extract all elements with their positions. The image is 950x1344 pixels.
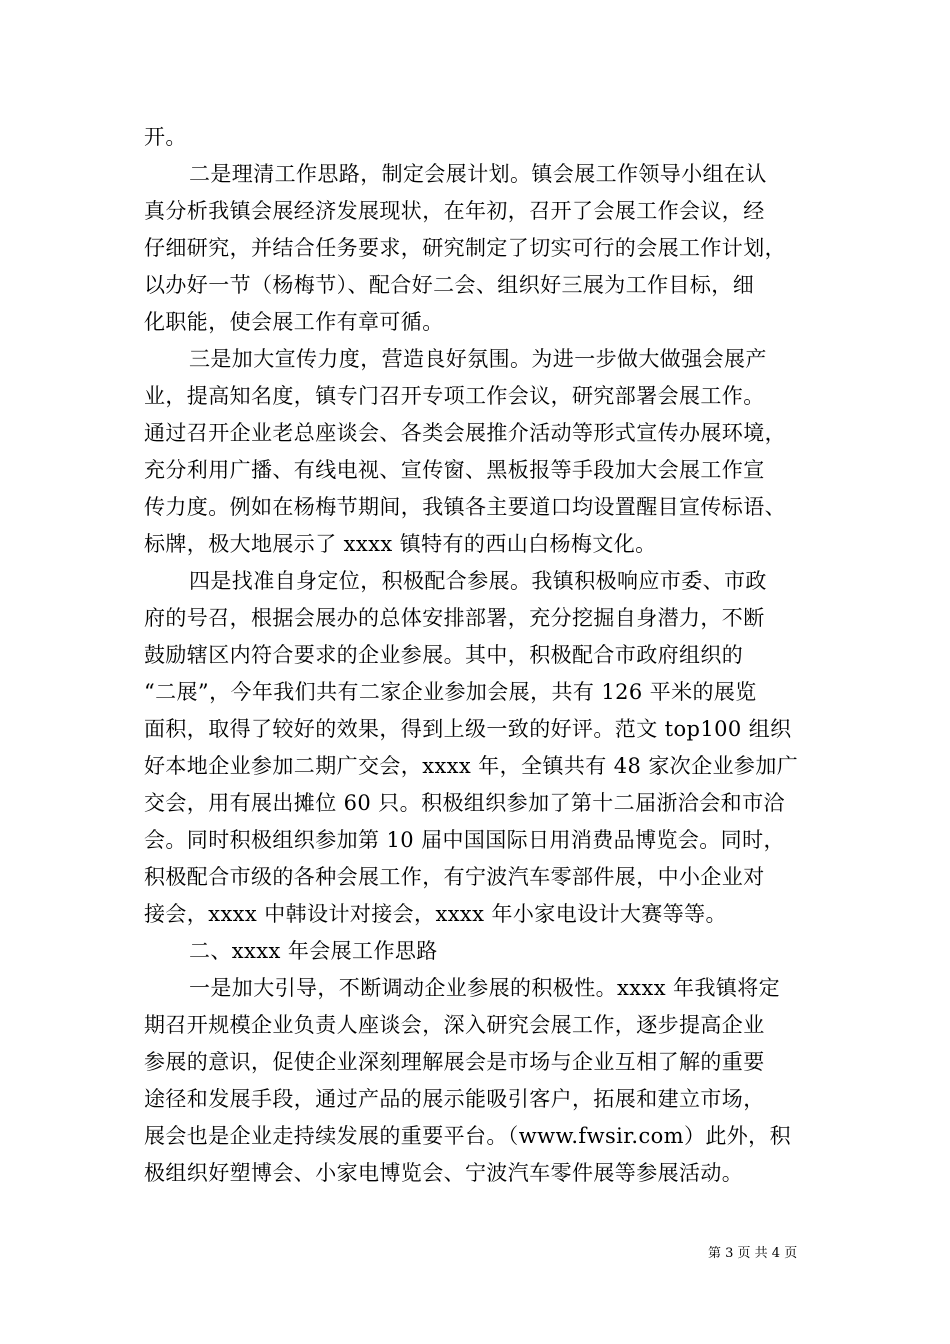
paragraph-5-start: 一是加大引导，不断调动企业参展的积极性。xxxx 年我镇将定 xyxy=(189,976,781,1000)
text-line: 充分利用广播、有线电视、宣传窗、黑板报等手段加大会展工作宣 xyxy=(144,458,765,482)
text-line: 仔细研究，并结合任务要求，研究制定了切实可行的会展工作计划， xyxy=(144,236,786,260)
paragraph-4-start: 四是找准自身定位，积极配合参展。我镇积极响应市委、市政 xyxy=(189,569,767,593)
text-line: 途径和发展手段，通过产品的展示能吸引客户，拓展和建立市场， xyxy=(144,1087,765,1111)
page-number-footer: 第 3 页 共 4 页 xyxy=(708,1246,798,1261)
text-line: 鼓励辖区内符合要求的企业参展。其中，积极配合市政府组织的 xyxy=(144,643,744,667)
text-line: 面积，取得了较好的效果，得到上级一致的好评。范文 top100 组织 xyxy=(144,717,792,741)
text-line: 业，提高知名度，镇专门召开专项工作会议，研究部署会展工作。 xyxy=(144,384,765,408)
paragraph-3-start: 三是加大宣传力度，营造良好氛围。为进一步做大做强会展产 xyxy=(189,347,767,371)
text-line: 期召开规模企业负责人座谈会，深入研究会展工作，逐步提高企业 xyxy=(144,1013,765,1037)
text-line: 展会也是企业走持续发展的重要平台。（www.fwsir.com）此外，积 xyxy=(144,1124,791,1148)
text-line: 参展的意识，促使企业深刻理解展会是市场与企业互相了解的重要 xyxy=(144,1050,765,1074)
text-line: 通过召开企业老总座谈会、各类会展推介活动等形式宣传办展环境， xyxy=(144,421,786,445)
paragraph-2-start: 二是理清工作思路，制定会展计划。镇会展工作领导小组在认 xyxy=(189,162,767,186)
text-line: 接会，xxxx 中韩设计对接会，xxxx 年小家电设计大赛等等。 xyxy=(144,902,727,926)
text-line: 以办好一节（杨梅节）、配合好二会、组织好三展为工作目标，细 xyxy=(144,273,755,297)
text-line: 开。 xyxy=(144,125,187,149)
section-heading: 二、xxxx 年会展工作思路 xyxy=(189,939,438,963)
text-line: 极组织好塑博会、小家电博览会、宁波汽车零件展等参展活动。 xyxy=(144,1161,744,1185)
text-line: 传力度。例如在杨梅节期间，我镇各主要道口均设置醒目宣传标语、 xyxy=(144,495,786,519)
text-line: 府的号召，根据会展办的总体安排部署，充分挖掘自身潜力，不断 xyxy=(144,606,765,630)
text-line: 好本地企业参加二期广交会，xxxx 年，全镇共有 48 家次企业参加广 xyxy=(144,754,799,778)
text-line: “二展”，今年我们共有二家企业参加会展，共有 126 平米的展览 xyxy=(144,680,757,704)
text-line: 化职能，使会展工作有章可循。 xyxy=(144,310,444,334)
text-line: 真分析我镇会展经济发展现状，在年初，召开了会展工作会议，经 xyxy=(144,199,765,223)
text-line: 标牌，极大地展示了 xxxx 镇特有的西山白杨梅文化。 xyxy=(144,532,657,556)
text-line: 交会，用有展出摊位 60 只。积极组织参加了第十二届浙洽会和市洽 xyxy=(144,791,785,815)
text-line: 会。同时积极组织参加第 10 届中国国际日用消费品博览会。同时， xyxy=(144,828,785,852)
text-line: 积极配合市级的各种会展工作，有宁波汽车零部件展，中小企业对 xyxy=(144,865,765,889)
